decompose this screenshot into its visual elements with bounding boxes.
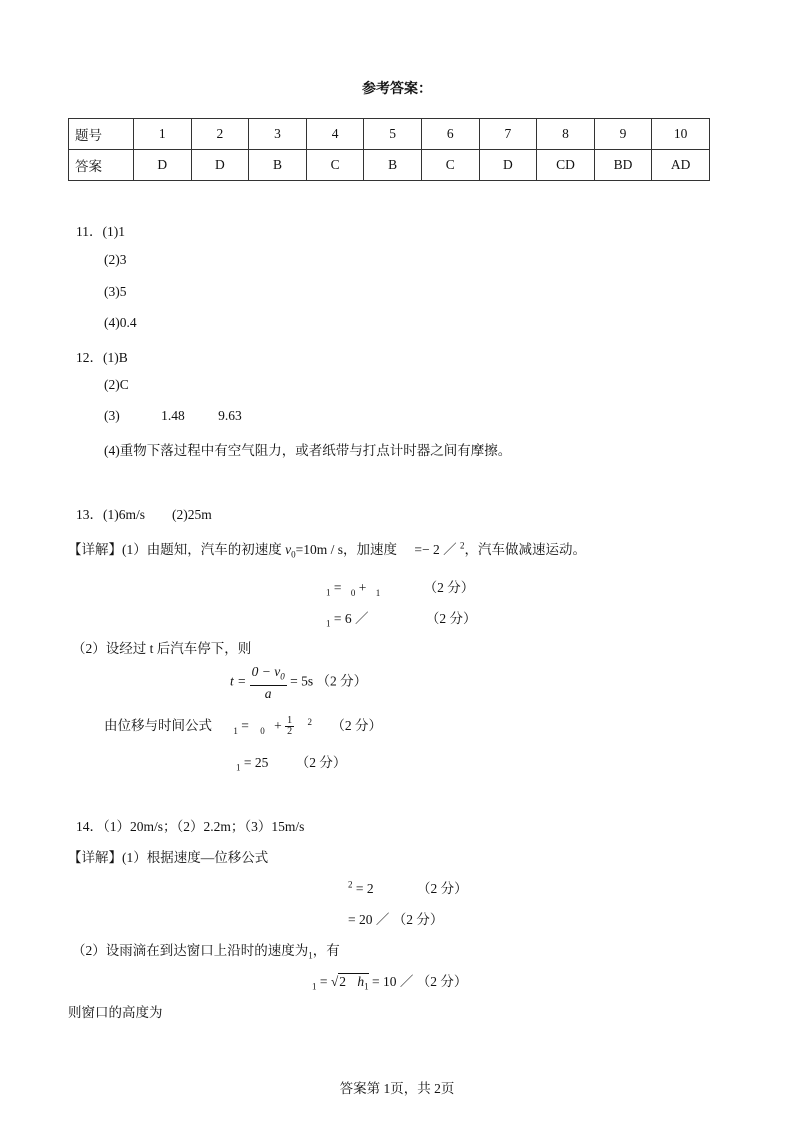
detail-label: 【详解】 [68, 542, 122, 557]
sqrt-body [338, 973, 369, 992]
equals: = [241, 718, 249, 733]
q13-part2-text: （2）设经过 t 后汽车停下，则 [72, 641, 252, 656]
table-cell-answer: C [421, 150, 479, 181]
displacement-line [104, 714, 382, 737]
table-row [69, 119, 710, 150]
detail-text: 由位移与时间公式 [104, 718, 212, 733]
q11-item: (3)5 [104, 284, 127, 299]
table-header-label: 题号 [69, 119, 134, 150]
superscript: 2 [348, 879, 353, 890]
table-cell-number: 7 [479, 119, 537, 150]
q12-item: (2)C [104, 377, 129, 392]
score: （2 分） [316, 673, 368, 689]
subscript: 1 [308, 950, 313, 961]
q14-detail-line [68, 846, 268, 866]
subscript: 0 [280, 671, 285, 682]
table-cell-answer: D [191, 150, 249, 181]
numerator-text: 0 − v [251, 664, 281, 679]
table-row [69, 150, 710, 181]
result-line [236, 751, 346, 773]
score: （2 分） [417, 881, 468, 896]
value: = 20 ／ [348, 912, 390, 927]
table-cell-number: 4 [306, 119, 364, 150]
score: （2 分） [295, 755, 347, 770]
equation-3 [312, 970, 467, 992]
score: （2 分） [416, 974, 468, 989]
fraction-half [285, 716, 294, 737]
table-cell-number: 5 [364, 119, 422, 150]
q11-number: 11． [76, 224, 103, 239]
q12-item [104, 408, 242, 424]
q12-number: 12． [76, 350, 103, 365]
detail-text: (1）根据速度—位移公式 [122, 850, 269, 865]
score: （2 分） [331, 718, 382, 733]
equation-1 [326, 576, 474, 598]
q11-item: (1)1 [102, 224, 125, 239]
equation-t [230, 664, 367, 701]
equation-2 [348, 908, 443, 928]
q12-value: 1.48 [161, 408, 185, 423]
table-answer-label: 答案 [69, 150, 134, 181]
table-cell-number: 3 [249, 119, 307, 150]
fraction-numerator: 1 [287, 715, 293, 727]
q13-summary: 13．(1)6m/s (2)25m [76, 507, 212, 522]
detail-text: (1）由题知，汽车的初速度 [122, 542, 282, 557]
score: （2 分） [423, 580, 475, 595]
score: （2 分） [425, 611, 477, 626]
page-footer: 答案第 1页，共 2页 [339, 1081, 455, 1096]
equation-1 [348, 877, 468, 897]
detail-text: （2）设雨滴在到达窗口上沿时的速度为 [72, 943, 309, 958]
q14-summary: 14．（1）20m/s；（2）2.2m；（3）15m/s [76, 819, 305, 834]
table-cell-number: 10 [652, 119, 710, 150]
symbol-v: v [285, 542, 292, 557]
fraction-denominator: 2 [287, 726, 293, 738]
value: = 25 [243, 755, 269, 770]
sqrt-sign: √ [330, 974, 339, 989]
table-cell-number: 6 [421, 119, 479, 150]
sqrt-text: 2 [339, 974, 350, 989]
q13-detail-line [68, 538, 586, 560]
detail-text: ，有 [312, 943, 340, 958]
value: = 2 [355, 881, 374, 896]
subscript: 1 [326, 587, 331, 598]
equation-2 [326, 607, 477, 629]
equals: = [333, 580, 342, 595]
superscript: 2 [307, 716, 312, 727]
superscript: 2 [459, 540, 465, 551]
fraction-denominator: a [264, 685, 272, 701]
subscript: 1 [233, 725, 238, 736]
q11-item: (4)0.4 [104, 315, 137, 330]
subscript: 0 [260, 725, 265, 736]
plus: + [358, 580, 367, 595]
q14-part2-line [72, 939, 340, 961]
subscript: 0 [350, 587, 356, 598]
t-lhs: t = [230, 673, 247, 689]
q12-item3-label: (3) [104, 408, 120, 423]
answer-table [68, 118, 710, 181]
table-cell-answer: B [249, 150, 307, 181]
table-cell-number: 1 [134, 119, 192, 150]
table-cell-number: 8 [537, 119, 595, 150]
plus: + [274, 718, 282, 733]
value: = 6 ／ [333, 611, 369, 626]
subscript: 1 [236, 762, 241, 773]
q11-item: (2)3 [104, 252, 127, 267]
q11-line [76, 220, 125, 240]
q14-final-text: 则窗口的高度为 [68, 1005, 163, 1020]
page-title: 参考答案： [362, 82, 432, 97]
detail-text: =10m / s，加速度 [295, 542, 397, 557]
fraction-numerator [250, 664, 287, 686]
score: （2 分） [392, 912, 444, 927]
table-cell-answer: D [479, 150, 537, 181]
table-cell-number: 2 [191, 119, 249, 150]
q12-item: (1)B [103, 350, 128, 365]
table-cell-answer: C [306, 150, 364, 181]
fraction [250, 664, 287, 701]
subscript: 1 [312, 981, 317, 992]
detail-text: ，汽车做减速运动。 [464, 542, 586, 557]
q12-line [76, 346, 128, 366]
detail-label: 【详解】 [68, 850, 122, 865]
table-cell-answer: AD [652, 150, 710, 181]
acceleration: =− 2 ／ [414, 542, 460, 557]
subscript: 0 [291, 549, 296, 560]
table-cell-answer: D [134, 150, 192, 181]
table-cell-answer: B [364, 150, 422, 181]
table-cell-answer: CD [537, 150, 595, 181]
subscript: 1 [326, 618, 331, 629]
subscript: 1 [364, 981, 369, 992]
value: = 10 ／ [372, 974, 414, 989]
value: = 5s [290, 673, 314, 689]
table-cell-number: 9 [594, 119, 652, 150]
symbol-h: h [357, 974, 365, 989]
equals: = [319, 974, 328, 989]
q12-item: (4)重物下落过程中有空气阻力，或者纸带与打点计时器之间有摩擦。 [104, 443, 512, 458]
subscript: 1 [375, 587, 381, 598]
table-cell-answer: BD [594, 150, 652, 181]
q12-value: 9.63 [218, 408, 242, 423]
